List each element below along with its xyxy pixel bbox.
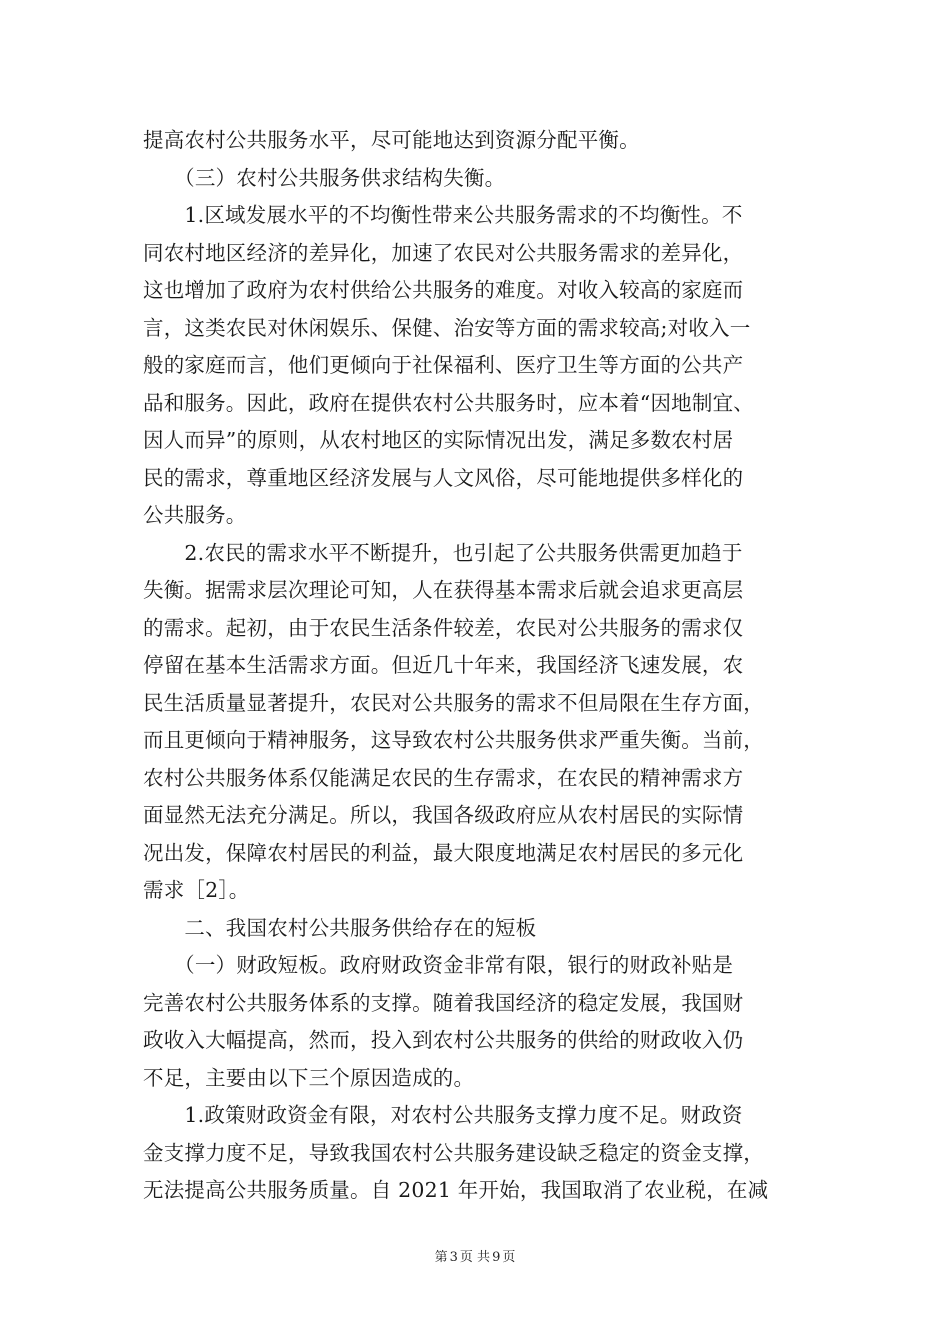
text-line: 因人而异”的原则，从农村地区的实际情况出发，满足多数农村居 [143, 428, 734, 452]
footer-suffix: 页 [502, 1250, 516, 1265]
text-line: 这也增加了政府为农村供给公共服务的难度。对收入较高的家庭而 [143, 278, 744, 302]
text-line: 政收入大幅提高，然而，投入到农村公共服务的供给的财政收入仍 [143, 1028, 744, 1052]
text-line: 不足，主要由以下三个原因造成的。 [143, 1065, 475, 1090]
text-line: 般的家庭而言，他们更倾向于社保福利、医疗卫生等方面的公共产 [143, 353, 744, 377]
text-line: 停留在基本生活需求方面。但近几十年来，我国经济飞速发展，农 [143, 653, 744, 677]
text-line: 公共服务。 [143, 503, 247, 527]
text-line: 需求［2］。 [143, 878, 250, 902]
footer-current-page: 3 [449, 1250, 458, 1265]
text-line: 无法提高公共服务质量。自 2021 年开始，我国取消了农业税，在减 [143, 1178, 769, 1202]
text-line: 言，这类农民对休闲娱乐、保健、治安等方面的需求较高;对收入一 [143, 315, 751, 340]
text-line: 提高农村公共服务水平，尽可能地达到资源分配平衡。 [143, 128, 640, 152]
footer-prefix: 第 [434, 1250, 448, 1265]
text-line: 而且更倾向于精神服务，这导致农村公共服务供求严重失衡。当前， [143, 728, 764, 752]
text-line: 金支撑力度不足，导致我国农村公共服务建设缺乏稳定的资金支撑， [143, 1140, 764, 1165]
text-line: 同农村地区经济的差异化，加速了农民对公共服务需求的差异化， [143, 240, 744, 265]
page-footer [0, 1246, 950, 1265]
text-line: （一）财政短板。政府财政资金非常有限，银行的财政补贴是 [143, 953, 734, 977]
footer-middle: 页 共 [459, 1250, 491, 1265]
text-line: 民的需求，尊重地区经济发展与人文风俗，尽可能地提供多样化的 [143, 465, 744, 490]
text-line: 二、我国农村公共服务供给存在的短板 [143, 915, 537, 940]
body-text [143, 122, 803, 1210]
text-line: 的需求。起初，由于农民生活条件较差，农民对公共服务的需求仅 [143, 615, 744, 640]
text-line: 1.区域发展水平的不均衡性带来公共服务需求的不均衡性。不 [143, 203, 743, 227]
text-line: 况出发，保障农村居民的利益，最大限度地满足农村居民的多元化 [143, 840, 744, 865]
text-line: 品和服务。因此，政府在提供农村公共服务时，应本着“因地制宜、 [143, 390, 754, 415]
text-line: 民生活质量显著提升，农民对公共服务的需求不但局限在生存方面， [143, 690, 764, 715]
text-line: 失衡。据需求层次理论可知，人在获得基本需求后就会追求更高层 [143, 578, 744, 602]
text-line: 1.政策财政资金有限，对农村公共服务支撑力度不足。财政资 [143, 1103, 743, 1127]
text-line: 2.农民的需求水平不断提升，也引起了公共服务供需更加趋于 [143, 540, 743, 565]
text-line: 农村公共服务体系仅能满足农民的生存需求，在农民的精神需求方 [143, 765, 744, 790]
footer-total-pages: 9 [492, 1250, 501, 1265]
text-line: 面显然无法充分满足。所以，我国各级政府应从农村居民的实际情 [143, 803, 744, 827]
text-line: 完善农村公共服务体系的支撑。随着我国经济的稳定发展，我国财 [143, 990, 744, 1015]
text-line: （三）农村公共服务供求结构失衡。 [143, 165, 506, 190]
